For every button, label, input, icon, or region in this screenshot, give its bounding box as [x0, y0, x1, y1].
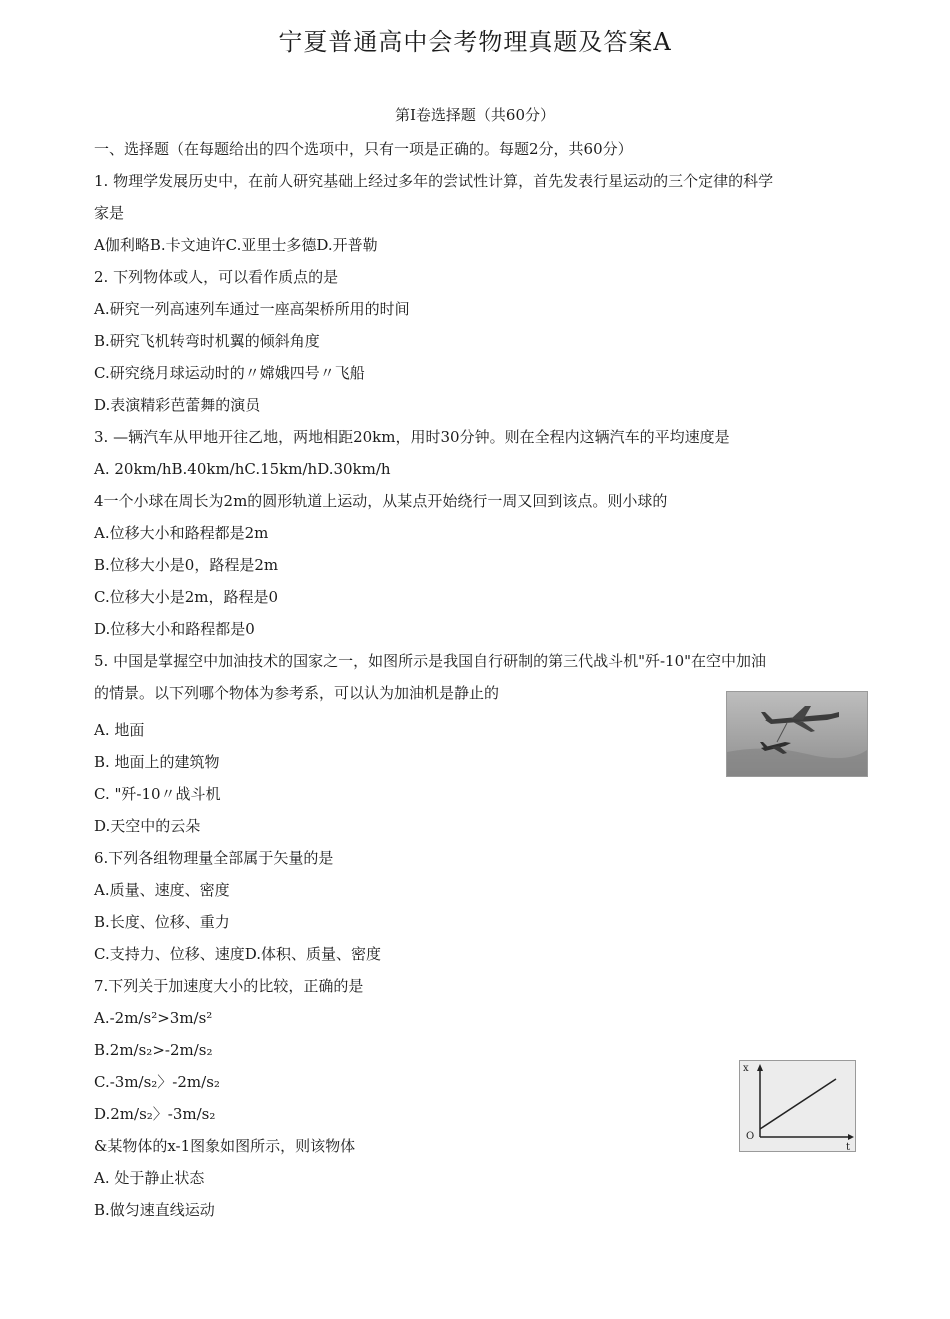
- x-t-graph-figure: [739, 1060, 856, 1152]
- text-line: 的情景。以下列哪个物体为参考系，可以认为加油机是静止的: [94, 684, 500, 702]
- text-line: B.位移大小是0，路程是2m: [94, 556, 279, 574]
- text-line: 7.下列关于加速度大小的比较，正确的是: [94, 977, 364, 995]
- text-line: D.天空中的云朵: [94, 817, 201, 835]
- aircraft-illustration: [727, 692, 867, 776]
- section-heading: 第Ⅰ卷选择题（共60分）: [394, 106, 555, 124]
- text-line: A.-2m/s²>3m/s²: [94, 1009, 213, 1027]
- text-line: &某物体的x-1图象如图所示，则该物体: [94, 1137, 356, 1155]
- text-line: A.研究一列高速列车通过一座高架桥所用的时间: [94, 300, 410, 318]
- text-line: A.位移大小和路程都是2m: [94, 524, 269, 542]
- text-line: A. 地面: [94, 721, 145, 739]
- text-line: 一、选择题（在每题给出的四个选项中，只有一项是正确的。每题2分，共60分）: [94, 140, 633, 158]
- text-line: A. 处于静止状态: [94, 1169, 205, 1187]
- text-line: D.位移大小和路程都是0: [94, 620, 255, 638]
- text-line: A伽利略B.卡文迪许C.亚里士多德D.开普勒: [94, 236, 378, 254]
- text-line: A. 20km/hB.40km/hC.15km/hD.30km/h: [94, 460, 391, 478]
- text-line: 6.下列各组物理量全部属于矢量的是: [94, 849, 334, 867]
- text-line: D.表演精彩芭蕾舞的演员: [94, 396, 261, 414]
- text-line: 1. 物理学发展历史中，在前人研究基础上经过多年的尝试性计算，首先发表行星运动的三个定律的科学: [94, 172, 774, 190]
- text-line: 2. 下列物体或人，可以看作质点的是: [94, 268, 339, 286]
- text-line: C.-3m/s₂〉-2m/s₂: [94, 1073, 220, 1091]
- origin-label: O: [746, 1131, 755, 1142]
- text-line: C.研究绕月球运动时的〃嫦娥四号〃飞船: [94, 364, 365, 382]
- t-axis-label: t: [846, 1142, 851, 1151]
- text-line: B.研究飞机转弯时机翼的倾斜角度: [94, 332, 320, 350]
- x-axis-label: x: [743, 1063, 749, 1074]
- text-line: 5. 中国是掌握空中加油技术的国家之一，如图所示是我国自行研制的第三代战斗机"歼-10"在空中加油: [94, 652, 767, 670]
- text-line: 家是: [94, 204, 125, 222]
- text-line: B.做匀速直线运动: [94, 1201, 215, 1219]
- text-line: C.位移大小是2m，路程是0: [94, 588, 279, 606]
- text-line: C. "歼-10〃战斗机: [94, 785, 221, 803]
- text-line: 3. —辆汽车从甲地开往乙地，两地相距20km，用时30分钟。则在全程内这辆汽车的平均速度是: [94, 428, 730, 446]
- x-t-graph: [740, 1061, 855, 1151]
- page-title: 宁夏普通高中会考物理真题及答案A: [278, 28, 672, 56]
- text-line: D.2m/s₂〉-3m/s₂: [94, 1105, 216, 1123]
- text-line: B.长度、位移、重力: [94, 913, 230, 931]
- text-line: B. 地面上的建筑物: [94, 753, 220, 771]
- text-line: C.支持力、位移、速度D.体积、质量、密度: [94, 945, 381, 963]
- text-line: 4一个小球在周长为2m的圆形轨道上运动，从某点开始绕行一周又回到该点。则小球的: [94, 492, 668, 510]
- refueling-aircraft-photo: [726, 691, 868, 777]
- text-line: A.质量、速度、密度: [94, 881, 230, 899]
- text-line: B.2m/s₂>-2m/s₂: [94, 1041, 213, 1059]
